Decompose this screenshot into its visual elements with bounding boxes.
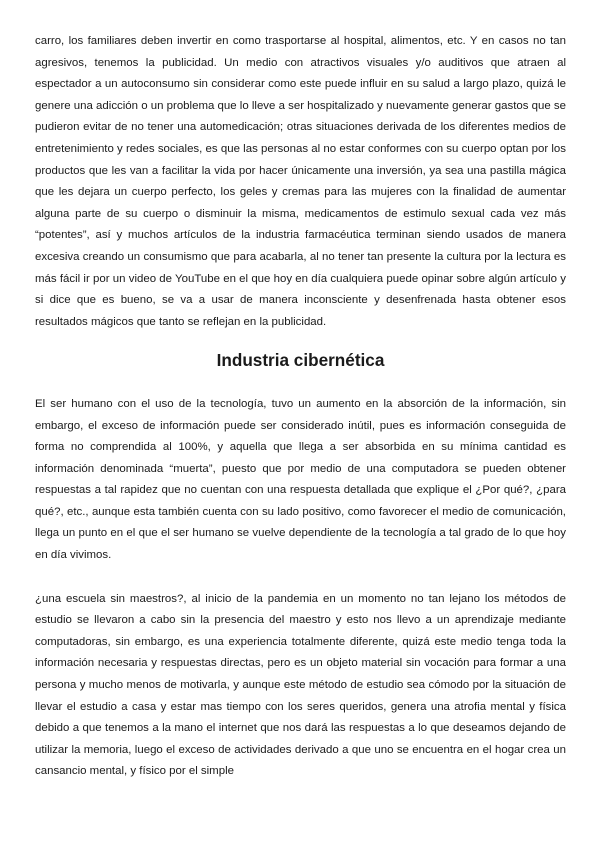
paragraph-escuela: ¿una escuela sin maestros?, al inicio de la pandemia en un momento no tan lejano los métodos de estudio se llevaron a cabo sin la presencia del maestro y esto nos llevo a un aprendizaje mediante computadoras, sin embargo, es una experiencia totalmente diferente, quizá este medio tenga toda la información necesaria y respuestas directas, pero es un objeto material sin vocación para formar a una persona y mucho menos de motivarla, y aunque este método de estudio sea cómodo por la situación de llevar el estudio a casa y estar mas tiempo con los seres queridos, genera una atrofia mental y física debido a que tenemos a la mano el internet que nos dará las respuestas a lo que deseamos dejando de utilizar la memoria, luego el exceso de actividades derivado a que uno se encuentra en el hogar crea un cansancio mental, y físico por el simple — [35, 592, 566, 778]
section-heading: Industria cibernética — [216, 350, 385, 371]
document-page — [35, 31, 566, 783]
paragraph-publicidad: carro, los familiares deben invertir en como trasportarse al hospital, alimentos, etc. Y en casos no tan agresivos, tenemos la publicidad. Un medio con atractivos visuales y/o auditivos que atraen al espectador a un autoconsumo sin considerar como este puede influir en su salud a largo plazo, quizá le genere una adicción o un problema que lo lleve a ser hospitalizado y nuevamente generar gastos que se pudieron evitar de no tener una automedicación; otras situaciones derivada de los diferentes medios de entretenimiento y redes sociales, es que las personas al no estar conformes con su cuerpo optan por los productos que les van a facilitar la vida por hacer únicamente una inversión, ya sea una pastilla mágica que les dejara un cuerpo perfecto, los geles y cremas para las mujeres con la finalidad de aumentar alguna parte de su cuerpo o disminuir la misma, medicamentos de estimulo sexual cada vez más “potentes”, así y muchos artículos de la industria farmacéutica terminan siendo usados de manera excesiva creando un consumismo que para acabarla, al no tener tan presente la cultura por la lectura es más fácil ir por un video de YouTube en el que hoy en día cualquiera puede opinar sobre algún artículo y si dice que es bueno, se va a usar de manera inconsciente y desenfrenada hasta obtener esos resultados mágicos que tanto se reflejan en la publicidad. — [35, 35, 566, 328]
paragraph-tecnologia: El ser humano con el uso de la tecnología, tuvo un aumento en la absorción de la información, sin embargo, el exceso de información puede ser considerado inútil, pues es información conseguida de forma no comprendida al 100%, y aquella que llega a ser absorbida en su mínima cantidad es información denominada “muerta”, puesto que por medio de una computadora se pueden obtener respuestas a tal rapidez que no cuentan con una respuesta detallada que explique el ¿Por qué?, ¿para qué?, etc., aunque esta también cuenta con su lado positivo, como favorecer el medio de comunicación, llega un punto en el que el ser humano se vuelve dependiente de la tecnología a tal grado de lo que hoy en día vivimos. — [35, 397, 566, 562]
spacer — [35, 567, 566, 589]
spacer — [35, 372, 566, 394]
